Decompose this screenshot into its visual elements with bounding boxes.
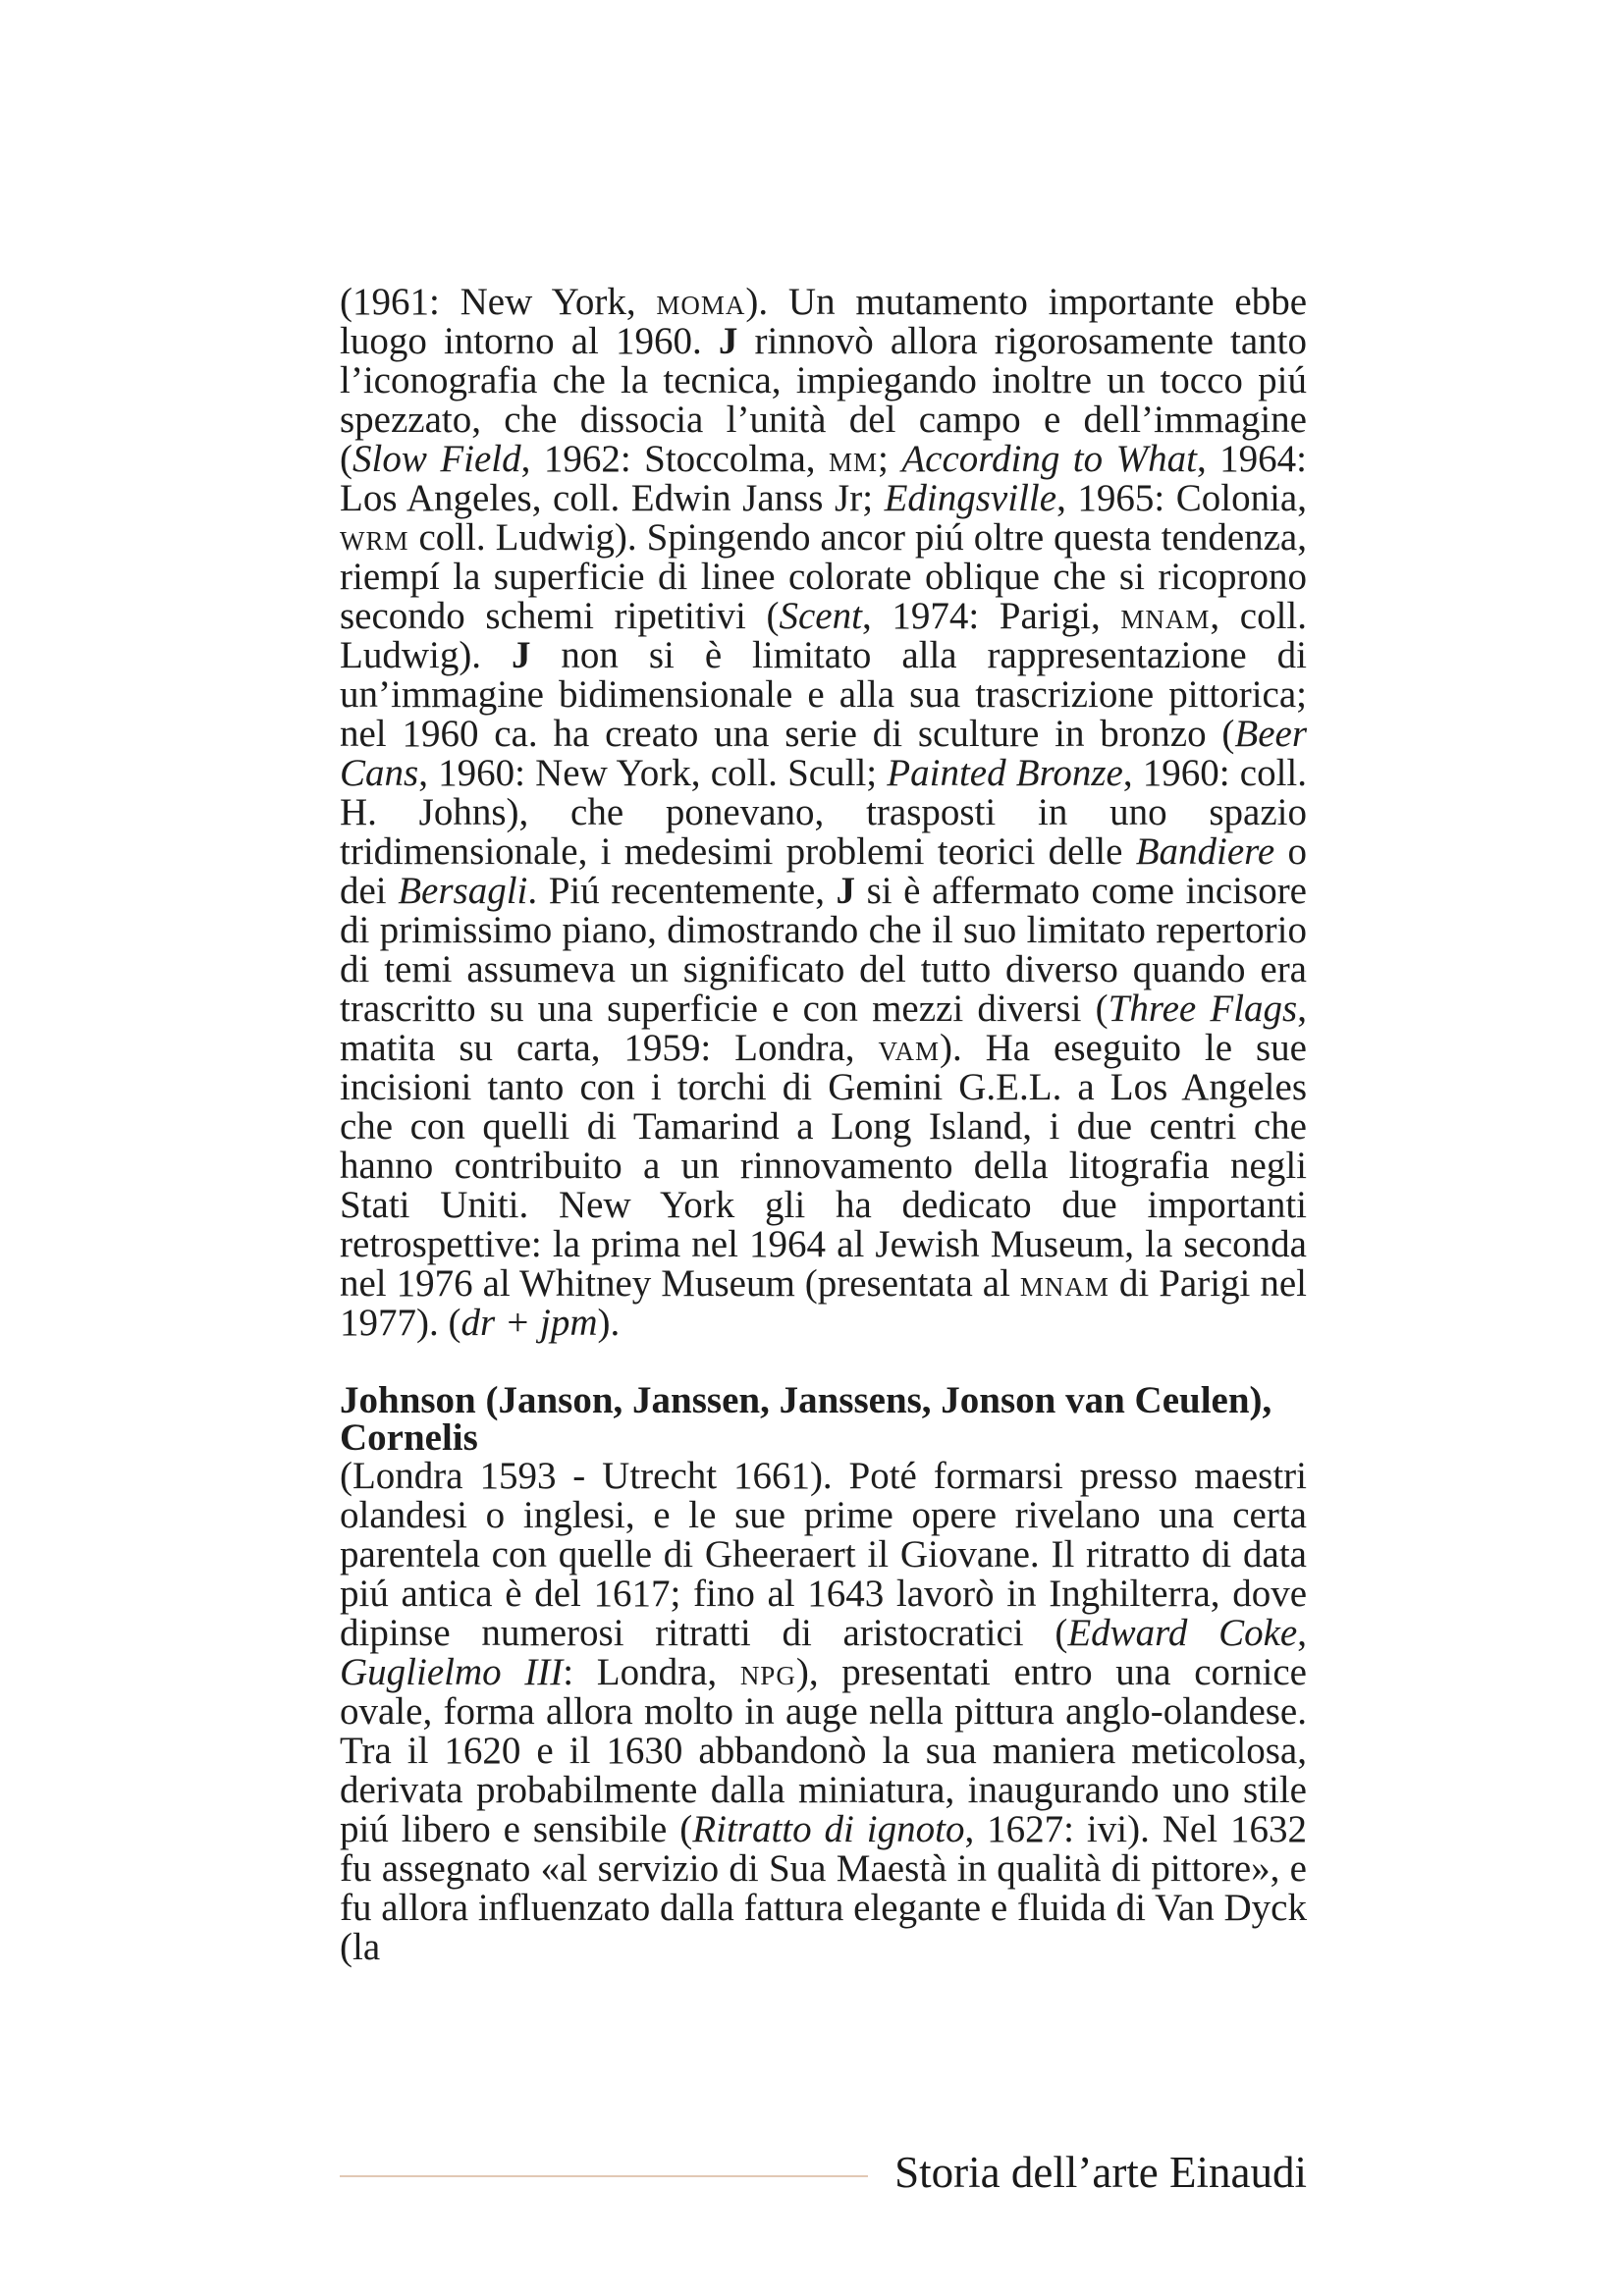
artwork-title: According to What [901, 438, 1197, 480]
abbreviation: mnam [1120, 595, 1211, 637]
text-run: . Piú recentemente, [527, 870, 837, 912]
artwork-title: Edward Coke [1067, 1612, 1298, 1654]
artwork-title: Edingsville [884, 477, 1057, 519]
text-run: , 1960: coll. H. Johns), che ponevano, trasposti in uno spazio tridimensionale, i medesimi problemi teorici delle [340, 752, 1308, 873]
text-run: di Parigi nel 1977). ( [340, 1262, 1308, 1344]
text-run: (1961: New York, [340, 281, 657, 323]
text-run: , [1297, 1612, 1307, 1654]
text-run: , 1627: ivi). Nel 1632 fu assegnato «al servizio di Sua Maestà in qualità di pittore», e fu allora influenzato dalla fattura elegante e fluida di Van Dyck (la [340, 1808, 1307, 1968]
entry-heading: Johnson (Janson, Janssen, Janssens, Jonson van Ceulen), Cornelis [340, 1379, 1272, 1459]
text-run: , coll. Ludwig). [340, 595, 1307, 676]
paragraph-entry [340, 1457, 1307, 1967]
paragraph-continuation [340, 283, 1307, 1343]
text-run: , 1974: Parigi, [861, 595, 1121, 637]
artwork-title: Painted Bronze [887, 752, 1123, 794]
text-run: ). Ha eseguito le sue incisioni tanto con i torchi di Gemini G.E.L. a Los Angeles che con quelli di Tamarind a Long Island, i due centri che hanno contribuito a un rinnovamento della litografia negli Stati Uniti. New York gli ha dedicato due importanti retrospettive: la prima nel 1964 al Jewish Museum, la seconda nel 1976 al Whitney Museum (presentata al [340, 1027, 1307, 1305]
text-run: , 1960: New York, coll. Scull; [418, 752, 888, 794]
abbreviation: moma [656, 281, 746, 323]
artwork-title: Ritratto di ignoto [692, 1808, 965, 1850]
abbreviation: mm [829, 438, 879, 480]
text-run: : Londra, [563, 1651, 740, 1693]
text-run: , 1964: Los Angeles, coll. Edwin Janss Jr; [340, 438, 1307, 519]
artwork-title: Bersagli [398, 870, 528, 912]
author-initials: dr + jpm [460, 1302, 598, 1344]
abbreviation: vam [878, 1027, 940, 1069]
abbreviation: npg [739, 1651, 796, 1693]
abbreviation: mnam [1019, 1262, 1109, 1305]
artwork-title: Beer Cans [340, 713, 1307, 794]
artist-initial: J [718, 320, 738, 362]
text-run: ; [878, 438, 902, 480]
text-run: ), presentati entro una cornice ovale, forma allora molto in auge nella pittura anglo-olandese. Tra il 1620 e il 1630 abbandonò la sua maniera meticolosa, derivata probabilmente dalla miniatura, inaugurando uno stile piú libero e sensibile ( [340, 1651, 1307, 1850]
artist-initial: J [512, 634, 531, 676]
text-run: ). Un mutamento importante ebbe luogo intorno al 1960. [340, 281, 1308, 362]
artist-initial: J [836, 870, 856, 912]
abbreviation: wrm [340, 516, 409, 559]
text-run: rinnovò allora rigorosamente tanto l’iconografia che la tecnica, impiegando inoltre un tocco piú spezzato, che dissocia l’unità del campo e dell’immagine ( [340, 320, 1307, 480]
artwork-title: Guglielmo III [340, 1651, 564, 1693]
artwork-title: Three Flags [1108, 988, 1298, 1030]
text-run: o dei [340, 830, 1307, 912]
text-run: coll. Ludwig). Spingendo ancor piú oltre questa tendenza, riempí la superficie di linee colorate oblique che si ricoprono secondo schemi ripetitivi ( [340, 516, 1307, 637]
text-run: si è affermato come incisore di primissimo piano, dimostrando che il suo limitato repertorio di temi assumeva un significato del tutto diverso quando era trascritto su una superficie e con mezzi diversi ( [340, 870, 1307, 1030]
footer-title: Storia dell’arte Einaudi [894, 2148, 1307, 2197]
text-run: , matita su carta, 1959: Londra, [340, 988, 1307, 1069]
artwork-title: Bandiere [1135, 830, 1275, 873]
artwork-title: Scent [779, 595, 862, 637]
text-run: , 1965: Colonia, [1056, 477, 1307, 519]
artwork-title: Slow Field [352, 438, 521, 480]
footer-rule [340, 2175, 868, 2177]
text-run: (Londra 1593 - Utrecht 1661). Poté formarsi presso maestri olandesi o inglesi, e le sue prime opere rivelano una certa parentela con quelle di Gheeraert il Giovane. Il ritratto di data piú antica è del 1617; fino al 1643 lavorò in Inghilterra, dove dipinse numerosi ritratti di aristocratici ( [340, 1455, 1307, 1654]
article-body [340, 283, 1307, 1967]
text-run: non si è limitato alla rappresentazione di un’immagine bidimensionale e alla sua trascrizione pittorica; nel 1960 ca. ha creato una serie di sculture in bronzo ( [340, 634, 1307, 755]
text-run: ). [597, 1302, 621, 1344]
text-run: , 1962: Stoccolma, [520, 438, 829, 480]
